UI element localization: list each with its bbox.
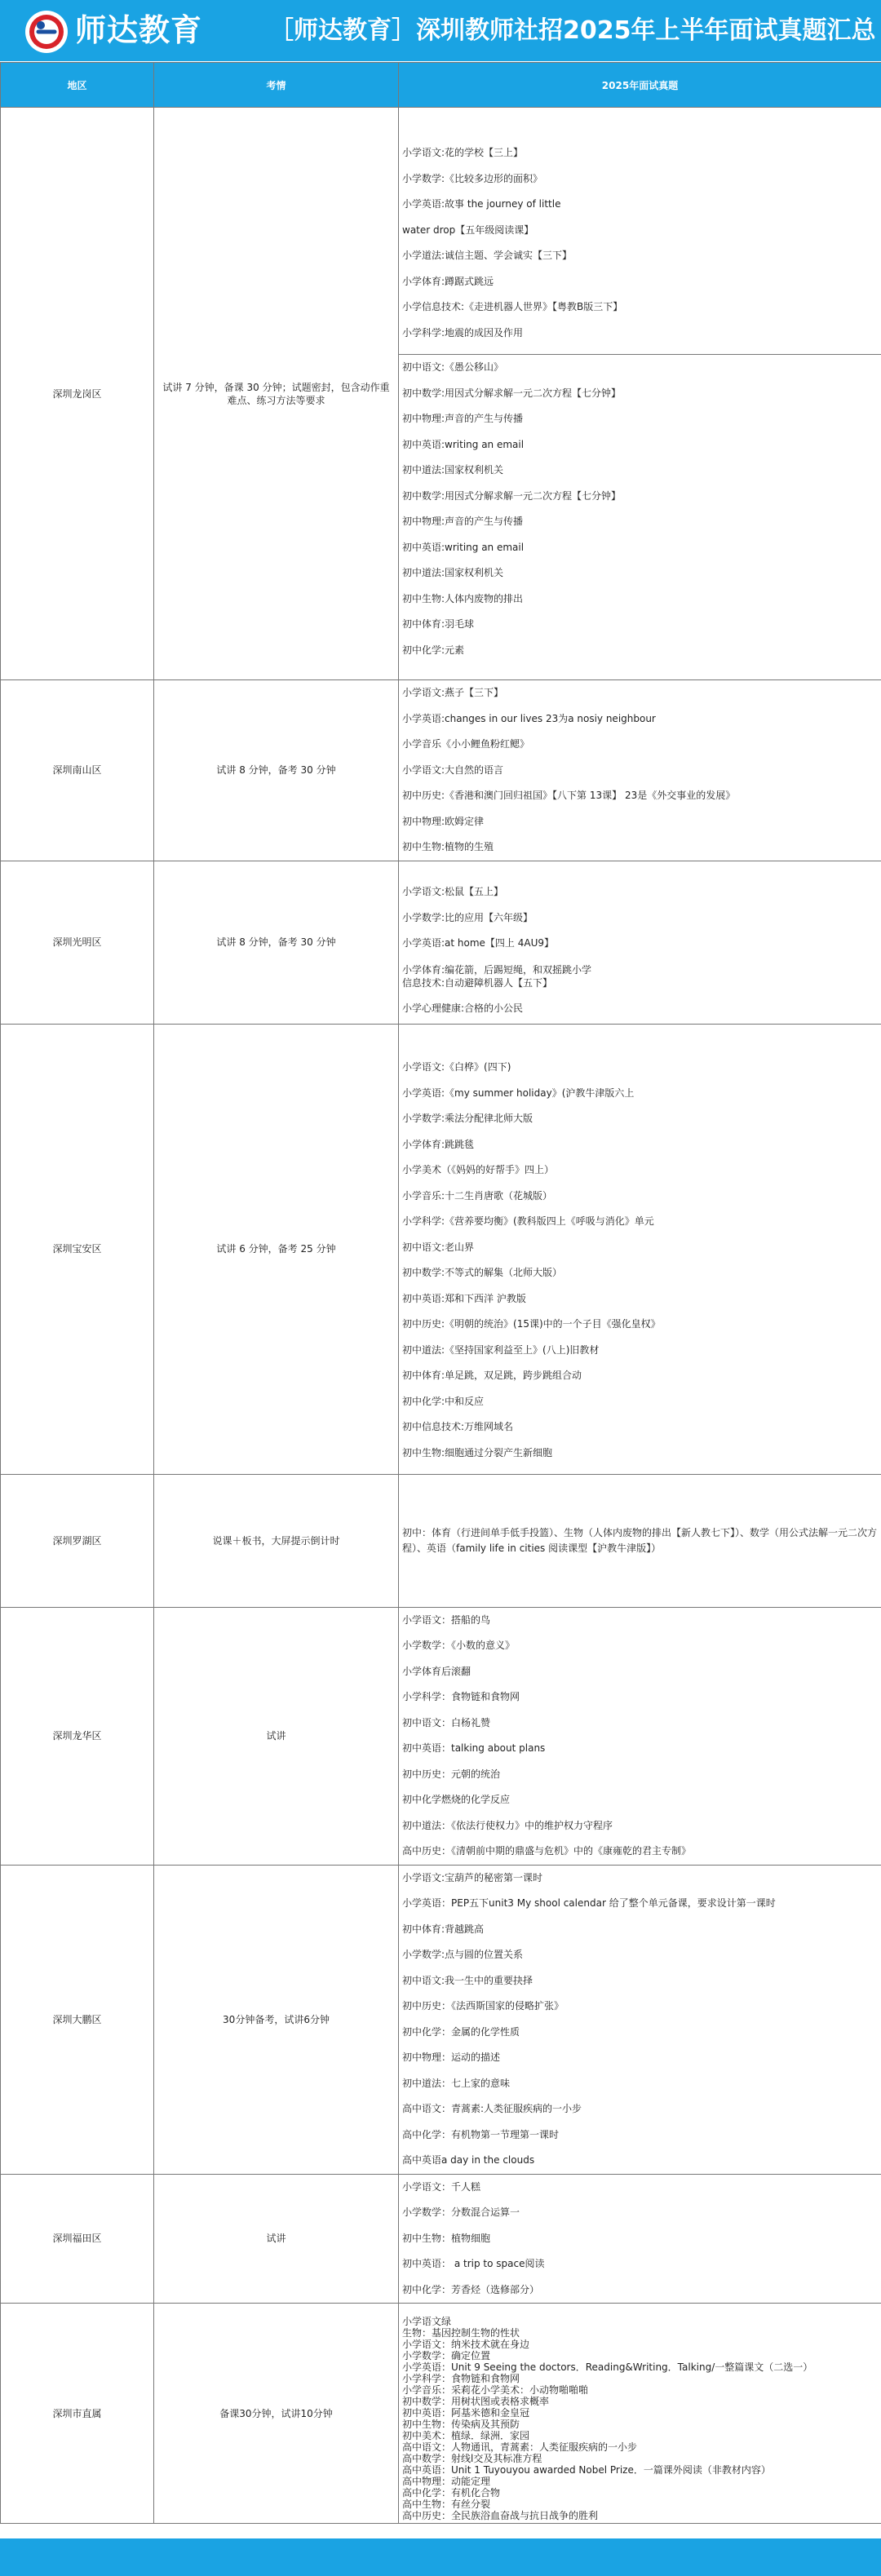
- logo-icon: [24, 10, 69, 54]
- topic-line: 小学体育:跳跳毯: [402, 1138, 475, 1150]
- topic-line: 小学信息技术:《走进机器人世界》【粤教B版三下】: [402, 301, 623, 312]
- topic-line: 初中英语： a trip to space阅读: [402, 2258, 545, 2269]
- region-cell: 深圳罗湖区: [1, 1474, 154, 1607]
- topic-line: 初中物理：运动的描述: [402, 2052, 501, 2063]
- topic-group: [399, 354, 881, 663]
- topic-line: 小学语文：纳米技术就在身边: [402, 2338, 530, 2350]
- topic-line: 高中历史：《清朝前中期的鼎盛与危机》中的《康雍乾的君主专制》: [402, 1845, 692, 1857]
- topic-line: 小学数学:比的应用【六年级】: [402, 911, 533, 923]
- region-cell: 深圳龙华区: [1, 1607, 154, 1865]
- topic-line: 小学英语:at home【四上 4AU9】: [402, 937, 555, 949]
- topic-line: 小学语文：千人糕: [402, 2180, 481, 2193]
- topic-line: 小学数学：确定位置: [402, 2349, 491, 2361]
- topic-line: 初中历史:《明朝的统治》(15课)中的一个子目《强化皇权》: [402, 1318, 661, 1330]
- topic-line: 初中道法：七上家的意味: [402, 2077, 511, 2089]
- topic-line: 高中历史：全民族浴血奋战与抗日战争的胜利: [402, 2509, 599, 2521]
- topic-line: 初中数学：用树状图或表格求概率: [402, 2395, 550, 2407]
- topic-line: 小学数学:点与圆的位置关系: [402, 1949, 524, 1960]
- topic-line: 高中英语a day in the clouds: [402, 2154, 535, 2166]
- column-header-format: 考情: [154, 63, 399, 108]
- page-title: ［师达教育］深圳教师社招2025年上半年面试真题汇总: [269, 16, 876, 45]
- format-cell: 30分钟备考，试讲6分钟: [154, 1865, 399, 2174]
- topic-line: 小学体育后滚翻: [402, 1665, 471, 1677]
- topic-line: 初中语文:《愚公移山》: [402, 361, 504, 373]
- topic-line: 高中语文：人物通讯，青蒿素：人类征服疾病的一小步: [402, 2441, 638, 2453]
- topic-line: 小学科学:地震的成因及作用: [402, 326, 524, 339]
- topic-line: 初中英语:郑和下西洋 沪教版: [402, 1292, 526, 1304]
- format-cell: 试讲 8 分钟，备考 30 分钟: [154, 861, 399, 1024]
- table-row: [1, 1865, 881, 2174]
- table-row: [1, 861, 881, 1024]
- table-row: [1, 680, 881, 861]
- topic-line: 高中生物：有丝分裂: [402, 2498, 491, 2510]
- topic-line: 初中物理:声音的产生与传播: [402, 516, 524, 527]
- topic-line: 小学体育:编花箭，后踢短绳，和双摇跳小学 信息技术:自动避障机器人【五下】: [402, 963, 592, 989]
- topic-group: [399, 1608, 881, 1865]
- topic-line: 初中生物:细胞通过分裂产生新细胞: [402, 1446, 553, 1458]
- topics-cell: [399, 1865, 881, 2174]
- topic-line: 初中生物：植物细胞: [402, 2232, 491, 2244]
- topic-line: 高中物理：动能定理: [402, 2475, 491, 2487]
- topic-line: 小学语文:花的学校【三上】: [402, 147, 524, 158]
- topic-line: 初中化学燃烧的化学反应: [402, 1794, 511, 1805]
- topic-line: 初中语文:我一生中的重要抉择: [402, 1974, 533, 1986]
- topic-line: 初中语文：白杨礼赞: [402, 1716, 491, 1728]
- format-cell: 试讲: [154, 1607, 399, 1865]
- column-header-region: 地区: [1, 63, 154, 108]
- logo-text: 师达教育: [75, 11, 203, 48]
- topic-line: 初中化学：金属的化学性质: [402, 2025, 520, 2038]
- topic-group: [399, 680, 881, 861]
- format-cell: 试讲: [154, 2174, 399, 2304]
- topics-cell: [399, 1474, 881, 1607]
- topic-line: 小学体育:蹲踞式跳远: [402, 275, 494, 287]
- format-cell: 试讲 7 分钟，备课 30 分钟；试题密封，包含动作重难点、练习方法等要求: [154, 108, 399, 680]
- topics-cell: [399, 1024, 881, 1474]
- topic-line: 小学语文:宝葫芦的秘密第一课时: [402, 1871, 543, 1883]
- topics-cell: [399, 680, 881, 861]
- table-row: [1, 2304, 881, 2524]
- topic-line: 高中数学：射线l交及其标准方程: [402, 2452, 542, 2464]
- table-row: [1, 1024, 881, 1474]
- topic-line: 小学道法:诚信主题、学会诚实【三下】: [402, 250, 573, 261]
- topics-cell: [399, 861, 881, 1024]
- region-cell: 深圳宝安区: [1, 1024, 154, 1474]
- topic-line: 初中英语:writing an email: [402, 541, 525, 553]
- topic-line: 小学音乐：采莉花小学美术：小动物啪啪啪: [402, 2383, 589, 2396]
- topic-line: 小学语文:松鼠【五上】: [402, 886, 504, 897]
- topic-line: 高中化学：有机化合物: [402, 2486, 501, 2499]
- topic-group: [399, 2306, 881, 2521]
- topic-line: 小学心理健康:合格的小公民: [402, 1002, 524, 1014]
- table-row: [1, 108, 881, 680]
- region-cell: 深圳福田区: [1, 2174, 154, 2304]
- topic-group: [399, 2175, 881, 2304]
- topic-line: 小学科学：食物链和食物网: [402, 2372, 520, 2384]
- topic-line: 小学科学：食物链和食物网: [402, 1691, 520, 1702]
- topic-line: 初中生物:植物的生殖: [402, 841, 494, 852]
- topic-line: 初中物理:欧姆定律: [402, 815, 485, 827]
- topic-line: 初中化学:元素: [402, 644, 465, 656]
- topics-cell: [399, 108, 881, 680]
- format-cell: 说课＋板书，大屏提示倒计时: [154, 1474, 399, 1607]
- format-cell: 备课30分钟，试讲10分钟: [154, 2304, 399, 2524]
- topic-line: 初中道法:国家权利机关: [402, 567, 504, 578]
- topic-line: 初中体育:背越跳高: [402, 1923, 485, 1935]
- topic-group: [399, 124, 881, 354]
- topic-group: [399, 1866, 881, 2174]
- topic-line: 初中数学:用因式分解求解一元二次方程【七分钟】: [402, 489, 622, 502]
- topic-line: 小学美术（《妈妈的好帮手》四上）: [402, 1164, 555, 1175]
- topic-line: 生物：基因控制生物的性状: [402, 2326, 520, 2339]
- topic-line: 初中语文:老山界: [402, 1241, 475, 1253]
- topic-line: 初中历史:《香港和澳门回归祖国》【八下第 13课】 23是《外交事业的发展》: [402, 790, 736, 801]
- header-banner: [0, 0, 881, 61]
- topic-line: 小学语文：搭船的鸟: [402, 1613, 491, 1626]
- topic-line: 初中英语:writing an email: [402, 438, 525, 450]
- format-cell: 试讲 6 分钟，备考 25 分钟: [154, 1024, 399, 1474]
- table-row: [1, 2174, 881, 2304]
- topic-line: 小学语文绿: [402, 2315, 452, 2327]
- region-cell: 深圳龙岗区: [1, 108, 154, 680]
- topic-paragraph: 初中：体育（行进间单手低手投篮）、生物（人体内废物的排出【新人教七下】）、数学（用公式法解一元二次方程）、英语（family life in cities 阅读课型【沪教牛津版】）: [402, 1526, 878, 1554]
- topic-line: 小学英语:《my summer holiday》(沪教牛津版六上: [402, 1087, 635, 1099]
- topic-line: 初中美术：植绿．绿洲．家园: [402, 2429, 530, 2441]
- topic-line: 初中道法:《坚持国家利益至上》(八上)旧教材: [402, 1343, 600, 1356]
- topic-line: 小学科学:《营养要均衡》(教科版四上《呼吸与消化》单元: [402, 1215, 654, 1227]
- topic-line: 初中英语：talking about plans: [402, 1742, 546, 1754]
- topics-cell: [399, 1607, 881, 1865]
- topic-line: 初中历史：元朝的统治: [402, 1768, 501, 1780]
- topics-cell: [399, 2174, 881, 2304]
- table-row: [1, 1607, 881, 1865]
- topic-line: 小学英语:changes in our lives 23为a nosiy neighbour: [402, 712, 656, 724]
- topic-line: 初中化学：芳香烃（选修部分）: [402, 2283, 540, 2295]
- topic-line: 初中历史：《法西斯国家的侵略扩张》: [402, 2000, 564, 2012]
- topic-line: 小学语文:大自然的语言: [402, 764, 504, 776]
- topic-line: 小学英语:故事 the journey of little: [402, 198, 561, 210]
- topic-line: 高中英语：Unit 1 Tuyouyou awarded Nobel Prize．一篇课外阅读（非教材内容）: [402, 2463, 771, 2476]
- topic-line: 初中英语：阿基米德和金皇冠: [402, 2406, 530, 2419]
- topic-line: 初中数学:用因式分解求解一元二次方程【七分钟】: [402, 387, 622, 399]
- topic-line: 初中体育:单足跳，双足跳，跨步跳组合动: [402, 1370, 582, 1381]
- region-cell: 深圳市直属: [1, 2304, 154, 2524]
- topic-line: 初中物理:声音的产生与传播: [402, 413, 524, 424]
- topic-line: 小学语文:《白桦》(四下): [402, 1061, 511, 1073]
- topic-line: 小学数学：分数混合运算一: [402, 2206, 520, 2218]
- topic-line: 初中生物:人体内废物的排出: [402, 592, 524, 604]
- topic-line: 初中生物：传染病及其预防: [402, 2418, 520, 2430]
- topic-line: 小学英语：Unit 9 Seeing the doctors．Reading&Writing．Talking/一整篇课文（二选一）: [402, 2361, 813, 2373]
- topic-group: [399, 1032, 881, 1466]
- region-cell: 深圳南山区: [1, 680, 154, 861]
- topic-line: 小学音乐:十二生肖唐歌（花城版）: [402, 1189, 553, 1202]
- exam-table: [0, 62, 881, 2524]
- topic-line: 初中数学:不等式的解集（北师大版）: [402, 1267, 563, 1278]
- topic-group: [399, 863, 881, 1021]
- region-cell: 深圳大鹏区: [1, 1865, 154, 2174]
- footer-bar: [0, 2538, 881, 2576]
- topic-line: 小学语文:燕子【三下】: [402, 687, 504, 698]
- format-cell: 试讲 8 分钟，备考 30 分钟: [154, 680, 399, 861]
- topic-line: 小学英语：PEP五下unit3 My shool calendar 给了整个单元备课，要求设计第一课时: [402, 1897, 776, 1909]
- topic-line: water drop【五年级阅读课】: [402, 224, 534, 236]
- topic-line: 初中信息技术:万维网域名: [402, 1421, 514, 1432]
- column-header-topics: 2025年面试真题: [399, 63, 881, 108]
- topic-line: 高中语文：青蒿素:人类征服疾病的一小步: [402, 2103, 582, 2114]
- topic-line: 小学数学:乘法分配律北师大版: [402, 1113, 533, 1124]
- topic-line: 初中化学:中和反应: [402, 1395, 485, 1407]
- region-cell: 深圳光明区: [1, 861, 154, 1024]
- topic-line: 小学数学：《小数的意义》: [402, 1640, 516, 1651]
- table-row: [1, 1474, 881, 1607]
- topic-line: 小学音乐《小小鲤鱼粉红鳃》: [402, 738, 530, 750]
- topic-line: 初中体育:羽毛球: [402, 618, 475, 630]
- topics-cell: [399, 2304, 881, 2524]
- topic-line: 初中道法:国家权利机关: [402, 464, 504, 476]
- topic-line: 小学数学:《比较多边形的面积》: [402, 172, 543, 184]
- topic-line: 初中道法：《依法行使权力》中的维护权力守程序: [402, 1819, 613, 1831]
- topic-line: 高中化学：有机物第一节理第一课时: [402, 2128, 560, 2140]
